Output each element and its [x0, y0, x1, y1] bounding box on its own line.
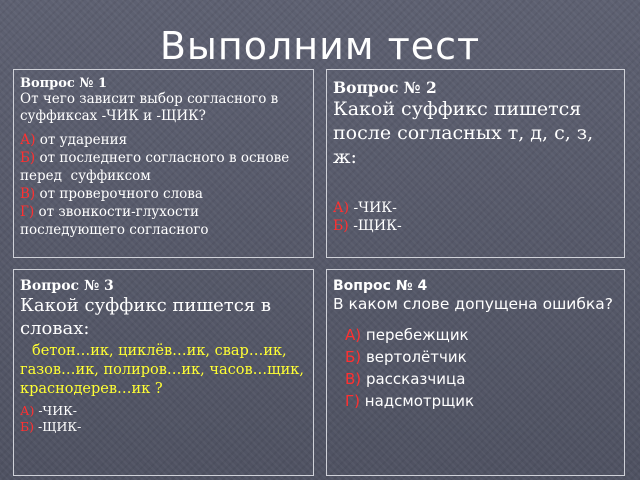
- question-2-option-a[interactable]: [333, 199, 618, 217]
- question-1-option-a[interactable]: [20, 131, 307, 149]
- option-letter: А): [333, 200, 350, 216]
- question-4-heading: Вопрос № 4: [333, 278, 428, 294]
- question-2-box: [326, 69, 625, 258]
- question-3-box: [13, 269, 314, 476]
- option-letter: Г): [20, 204, 35, 220]
- option-text: от последнего согласного в основе перед суффиксом: [20, 150, 303, 184]
- option-text: рассказчица: [365, 370, 466, 388]
- option-letter: Б): [20, 419, 35, 434]
- question-1-box: [13, 69, 314, 258]
- question-4-option-c[interactable]: [333, 368, 618, 390]
- question-4-option-a[interactable]: [333, 324, 618, 346]
- question-1-option-c[interactable]: [20, 185, 307, 203]
- question-4-box: [326, 269, 625, 476]
- option-text: -ЧИК-: [353, 200, 397, 216]
- question-3-words-text: бетон…ик, циклёв…ик, свар…ик, газов…ик, полиров…ик, часов…щик, краснодерев…ик ?: [20, 343, 304, 397]
- slide-title: Выполним тест: [159, 24, 481, 68]
- question-3-words: [20, 342, 307, 399]
- option-text: -ЩИК-: [353, 218, 402, 234]
- question-4-text: В каком слове допущена ошибка?: [333, 295, 613, 313]
- question-2-option-b[interactable]: [333, 217, 618, 235]
- question-3-option-a[interactable]: [20, 403, 307, 419]
- question-3-option-b[interactable]: [20, 419, 307, 435]
- option-text: вертолётчик: [365, 348, 467, 366]
- option-letter: Б): [20, 150, 36, 166]
- question-4-option-d[interactable]: [333, 390, 618, 412]
- option-letter: А): [345, 326, 362, 344]
- option-text: от звонкости-глухости последующего согласного: [20, 204, 209, 238]
- option-text: -ЩИК-: [38, 419, 82, 434]
- option-letter: Б): [345, 348, 362, 366]
- option-letter: В): [20, 186, 36, 202]
- question-3-heading: Вопрос № 3: [20, 278, 114, 294]
- option-letter: Г): [345, 392, 360, 410]
- option-letter: В): [345, 370, 362, 388]
- question-4-option-b[interactable]: [333, 346, 618, 368]
- question-1-option-b[interactable]: [20, 149, 307, 185]
- option-letter: Б): [333, 218, 349, 234]
- option-text: надсмотрщик: [364, 392, 475, 410]
- option-text: -ЧИК-: [38, 403, 78, 418]
- question-1-heading: Вопрос № 1: [20, 76, 108, 91]
- question-1-option-d[interactable]: [20, 203, 307, 239]
- question-2-heading: Вопрос № 2: [333, 78, 437, 97]
- question-1-text: От чего зависит выбор согласного в суффиксах -ЧИК и -ЩИК?: [20, 91, 279, 124]
- question-3-text: Какой суффикс пишется в словах:: [20, 295, 271, 339]
- option-letter: А): [20, 403, 35, 418]
- option-text: от проверочного слова: [39, 186, 203, 202]
- option-letter: А): [20, 132, 36, 148]
- option-text: перебежщик: [365, 326, 469, 344]
- question-2-text: Какой суффикс пишется после согласных т, д, с, з, ж:: [333, 98, 594, 168]
- option-text: от ударения: [39, 132, 128, 148]
